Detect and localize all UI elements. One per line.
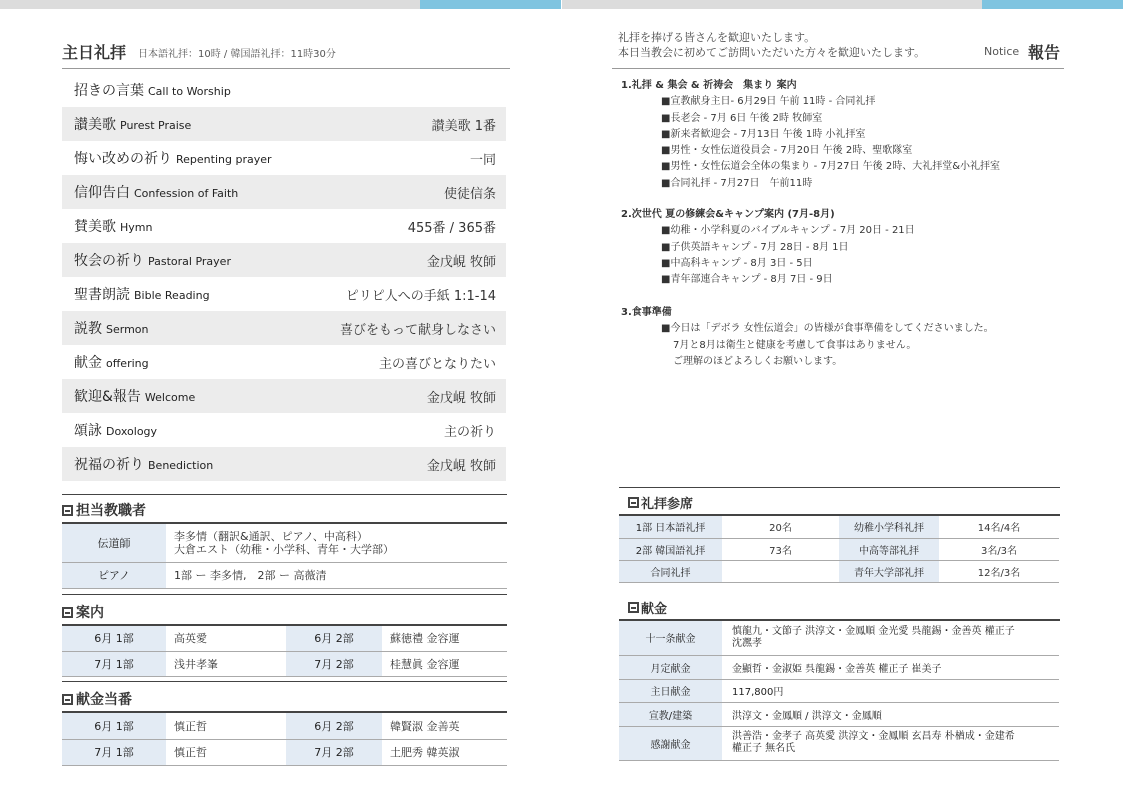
top-bar-left <box>0 0 420 9</box>
donation-value-line: 沈凞孝 <box>732 637 762 649</box>
order-item-value: 金戊峴 牧師 <box>426 390 496 406</box>
notice-section-1 <box>621 78 1000 192</box>
donation-label: 十一条献金 <box>619 621 722 655</box>
notice-label-en: Notice <box>984 45 1020 58</box>
section-box-icon <box>628 602 639 613</box>
order-item-jp: 聖書朗読 <box>74 287 130 303</box>
duty-label: 6月 1部 <box>62 713 166 739</box>
table-row <box>619 726 1059 760</box>
guide-value: 浅井孝峯 <box>166 651 286 676</box>
guide-label: 7月 1部 <box>62 651 166 676</box>
donation-value-line: 洪善浩・金孝子 高英愛 洪淳文・金鳳順 玄昌寿 朴楢成・金建希 <box>732 731 1015 742</box>
section-box-icon <box>628 497 639 508</box>
notice-heading: 3.食事準備 <box>621 307 672 318</box>
attendance-title-text: 礼拝参席 <box>641 497 694 512</box>
attendance-value <box>722 560 839 582</box>
attendance-label: 幼稚小学科礼拝 <box>839 516 939 538</box>
top-bar-left-accent <box>420 0 561 9</box>
order-item-en: Purest Praise <box>120 119 192 132</box>
order-item-jp: 牧会の祈り <box>74 253 144 269</box>
donation-title-text: 献金 <box>641 602 668 617</box>
order-row <box>62 345 506 379</box>
attendance-table <box>619 516 1059 583</box>
donation-value-line: 慎龍九・文節子 洪淳文・金鳳順 金光愛 呉龍錫・金善英 權正子 <box>732 625 1015 637</box>
notice-heading: 2.次世代 夏の修練会&キャンプ案内 (7月-8月) <box>621 209 835 220</box>
welcome-text <box>618 30 925 60</box>
attendance-section-title <box>628 493 693 512</box>
order-item-value: 455番 / 365番 <box>407 220 496 236</box>
attendance-value: 73名 <box>722 538 839 560</box>
donation-label: 宣教/建築 <box>619 702 722 726</box>
section-box-icon <box>62 694 73 705</box>
service-title: 主日礼拝 <box>62 43 127 62</box>
attendance-label: 2部 韓国語礼拝 <box>619 538 722 560</box>
staff-value-line: 大倉エスト（幼稚・小学科、青年・大学部） <box>174 542 394 556</box>
table-row <box>619 655 1059 679</box>
order-item-en: offering <box>106 357 149 370</box>
guide-title-text: 案内 <box>76 605 104 621</box>
donation-value: 洪淳文・金鳳順 / 洪淳文・金鳳順 <box>722 702 1059 726</box>
service-subtitle: 日本語礼拝：10時 / 韓国語礼拝：11時30分 <box>138 49 336 60</box>
donation-label: 感謝献金 <box>619 726 722 760</box>
order-item-en: Welcome <box>144 391 196 404</box>
guide-table <box>62 626 507 677</box>
guide-value: 高英愛 <box>166 626 286 651</box>
order-row <box>62 73 506 107</box>
order-row <box>62 447 506 481</box>
order-item-en: Repenting prayer <box>176 153 272 166</box>
order-row <box>62 413 506 447</box>
order-row <box>62 311 506 345</box>
notice-item: ■男性・女性伝道役員会 - 7月20日 午後 2時、聖歌隊室 <box>661 145 913 157</box>
attendance-value: 12名/3名 <box>939 560 1059 582</box>
notice-item: ■幼稚・小学科夏のバイブルキャンプ - 7月 20日 - 21日 <box>661 225 915 237</box>
order-item-en: Pastoral Prayer <box>148 255 231 268</box>
attendance-top-rule <box>619 487 1060 488</box>
guide-label: 6月 2部 <box>286 626 382 651</box>
staff-title-text: 担当教職者 <box>76 503 146 519</box>
donation-label: 主日献金 <box>619 679 722 702</box>
order-of-service <box>62 73 506 481</box>
order-item-en: Bible Reading <box>134 289 210 302</box>
order-item-en: Confession of Faith <box>134 187 239 200</box>
order-item-jp: 歓迎&報告 <box>74 389 141 405</box>
duty-value: 土肥秀 韓英淑 <box>382 739 507 765</box>
donation-section-title <box>628 598 667 617</box>
title-divider <box>62 68 510 69</box>
notice-heading: 1.礼拝 & 集会 & 祈祷会 集まり 案内 <box>621 80 797 91</box>
welcome-line: 本日当教会に初めてご訪問いただいた方々を歓迎いたします。 <box>618 46 926 59</box>
notice-section-2 <box>621 207 915 288</box>
notice-item: ■長老会 - 7月 6日 午後 2時 牧師室 <box>661 112 823 124</box>
donation-value <box>722 621 1059 655</box>
order-item-jp: 祝福の祈り <box>74 457 144 473</box>
order-item-jp: 讃美歌 <box>74 117 116 133</box>
duty-section-title <box>62 689 132 709</box>
order-item-en: Call to Worship <box>148 85 231 98</box>
order-item-jp: 頌詠 <box>74 423 102 439</box>
duty-value: 慎正哲 <box>166 713 286 739</box>
welcome-line: 礼拝を捧げる皆さんを歓迎いたします。 <box>618 31 816 44</box>
order-item-jp: 献金 <box>74 355 102 371</box>
order-item-jp: 招きの言葉 <box>74 83 144 99</box>
notice-item: ■合同礼拝 - 7月27日 午前11時 <box>661 177 813 189</box>
notice-item: ■宣教献身主日- 6月29日 午前 11時 - 合同礼拝 <box>661 96 876 108</box>
order-item-jp: 説教 <box>74 321 102 337</box>
duty-label: 7月 2部 <box>286 739 382 765</box>
table-row <box>619 560 1059 582</box>
duty-label: 7月 1部 <box>62 739 166 765</box>
notice-divider <box>612 68 1064 69</box>
order-item-value: 讃美歌 1番 <box>431 118 496 134</box>
order-row <box>62 277 506 311</box>
table-row <box>62 524 507 562</box>
staff-table <box>62 524 507 589</box>
order-item-value: ピリピ人への手紙 1:1-14 <box>345 288 496 304</box>
order-item-value: 一同 <box>469 152 496 168</box>
guide-top-rule <box>62 594 507 595</box>
duty-title-text: 献金当番 <box>76 692 132 708</box>
order-item-en: Benediction <box>148 459 214 472</box>
duty-value: 韓賢淑 金善英 <box>382 713 507 739</box>
order-item-value: 使徒信条 <box>443 186 496 202</box>
table-row <box>62 626 507 651</box>
attendance-value: 20名 <box>722 516 839 538</box>
donation-value-line: 權正子 無名氏 <box>732 743 796 754</box>
attendance-value: 14名/4名 <box>939 516 1059 538</box>
order-item-value: 金戊峴 牧師 <box>426 254 496 270</box>
guide-value: 蘇徳禮 金容運 <box>382 626 507 651</box>
notice-item: ■中高科キャンプ - 8月 3日 - 5日 <box>661 257 813 269</box>
order-item-value: 喜びをもって献身しなさい <box>339 322 496 338</box>
notice-item: ■青年部連合キャンプ - 8月 7日 - 9日 <box>661 274 833 286</box>
order-item-value: 主の祈り <box>443 424 496 440</box>
duty-value: 慎正哲 <box>166 739 286 765</box>
attendance-label: 1部 日本語礼拝 <box>619 516 722 538</box>
order-item-en: Sermon <box>106 323 149 336</box>
guide-value: 桂慧眞 金容運 <box>382 651 507 676</box>
notice-item: ■男性・女性伝道会全体の集まり - 7月27日 午後 2時、大礼拝堂&小礼拝室 <box>661 161 1001 173</box>
attendance-label: 中高等部礼拝 <box>839 538 939 560</box>
table-row <box>62 651 507 676</box>
staff-value <box>166 524 507 562</box>
staff-section-title <box>62 500 146 520</box>
order-item-jp: 賛美歌 <box>74 219 116 235</box>
staff-value-line: 李多情（翻訳&通訳、ピアノ、中高科） <box>174 529 368 543</box>
order-item-value: 主の喜びとなりたい <box>378 356 496 372</box>
staff-top-rule <box>62 494 507 495</box>
guide-label: 7月 2部 <box>286 651 382 676</box>
order-row <box>62 141 506 175</box>
duty-label: 6月 2部 <box>286 713 382 739</box>
staff-label: 伝道師 <box>62 524 166 562</box>
order-row <box>62 175 506 209</box>
notice-item: ■新来者歓迎会 - 7月13日 午後 1時 小礼拝室 <box>661 128 866 140</box>
attendance-label: 合同礼拝 <box>619 560 722 582</box>
order-item-jp: 悔い改めの祈り <box>74 151 172 167</box>
order-item-en: Hymn <box>120 221 153 234</box>
section-box-icon <box>62 607 73 618</box>
donation-value: 117,800円 <box>722 679 1059 702</box>
table-row <box>62 739 507 765</box>
guide-label: 6月 1部 <box>62 626 166 651</box>
notice-section-3 <box>621 305 994 370</box>
order-item-en: Doxology <box>106 425 158 438</box>
table-row <box>62 713 507 739</box>
duty-table <box>62 713 507 766</box>
order-row <box>62 243 506 277</box>
table-row <box>619 679 1059 702</box>
donation-table <box>619 621 1059 761</box>
table-row <box>62 562 507 588</box>
top-bar-right <box>562 0 982 9</box>
staff-value: 1部 ー 李多情, 2部 ー 高薇清 <box>166 562 507 588</box>
notice-label-jp: 報告 <box>1028 43 1061 62</box>
table-row <box>619 621 1059 655</box>
donation-value <box>722 726 1059 760</box>
top-bar-right-accent <box>982 0 1123 9</box>
staff-label: ピアノ <box>62 562 166 588</box>
table-row <box>619 516 1059 538</box>
notice-item-continuation: ご理解のほどよろしくお願いします。 <box>673 355 843 367</box>
table-row <box>619 538 1059 560</box>
donation-label: 月定献金 <box>619 655 722 679</box>
attendance-label: 青年大学部礼拝 <box>839 560 939 582</box>
section-box-icon <box>62 505 73 516</box>
notice-item-continuation: 7月と8月は衛生と健康を考慮して食事はありません。 <box>673 339 917 351</box>
order-row <box>62 379 506 413</box>
notice-item: ■子供英語キャンプ - 7月 28日 - 8月 1日 <box>661 241 849 253</box>
order-item-value: 金戊峴 牧師 <box>426 458 496 474</box>
notice-item: ■今日は「デボラ 女性伝道会」の皆様が食事準備をしてくださいました。 <box>661 323 994 335</box>
table-row <box>619 702 1059 726</box>
attendance-value: 3名/3名 <box>939 538 1059 560</box>
duty-top-rule <box>62 681 507 682</box>
order-item-jp: 信仰告白 <box>74 185 130 201</box>
order-row <box>62 209 506 243</box>
guide-section-title <box>62 602 104 622</box>
order-row <box>62 107 506 141</box>
donation-value: 金顯哲・金淑姫 呉龍錫・金善英 權正子 崔美子 <box>722 655 1059 679</box>
